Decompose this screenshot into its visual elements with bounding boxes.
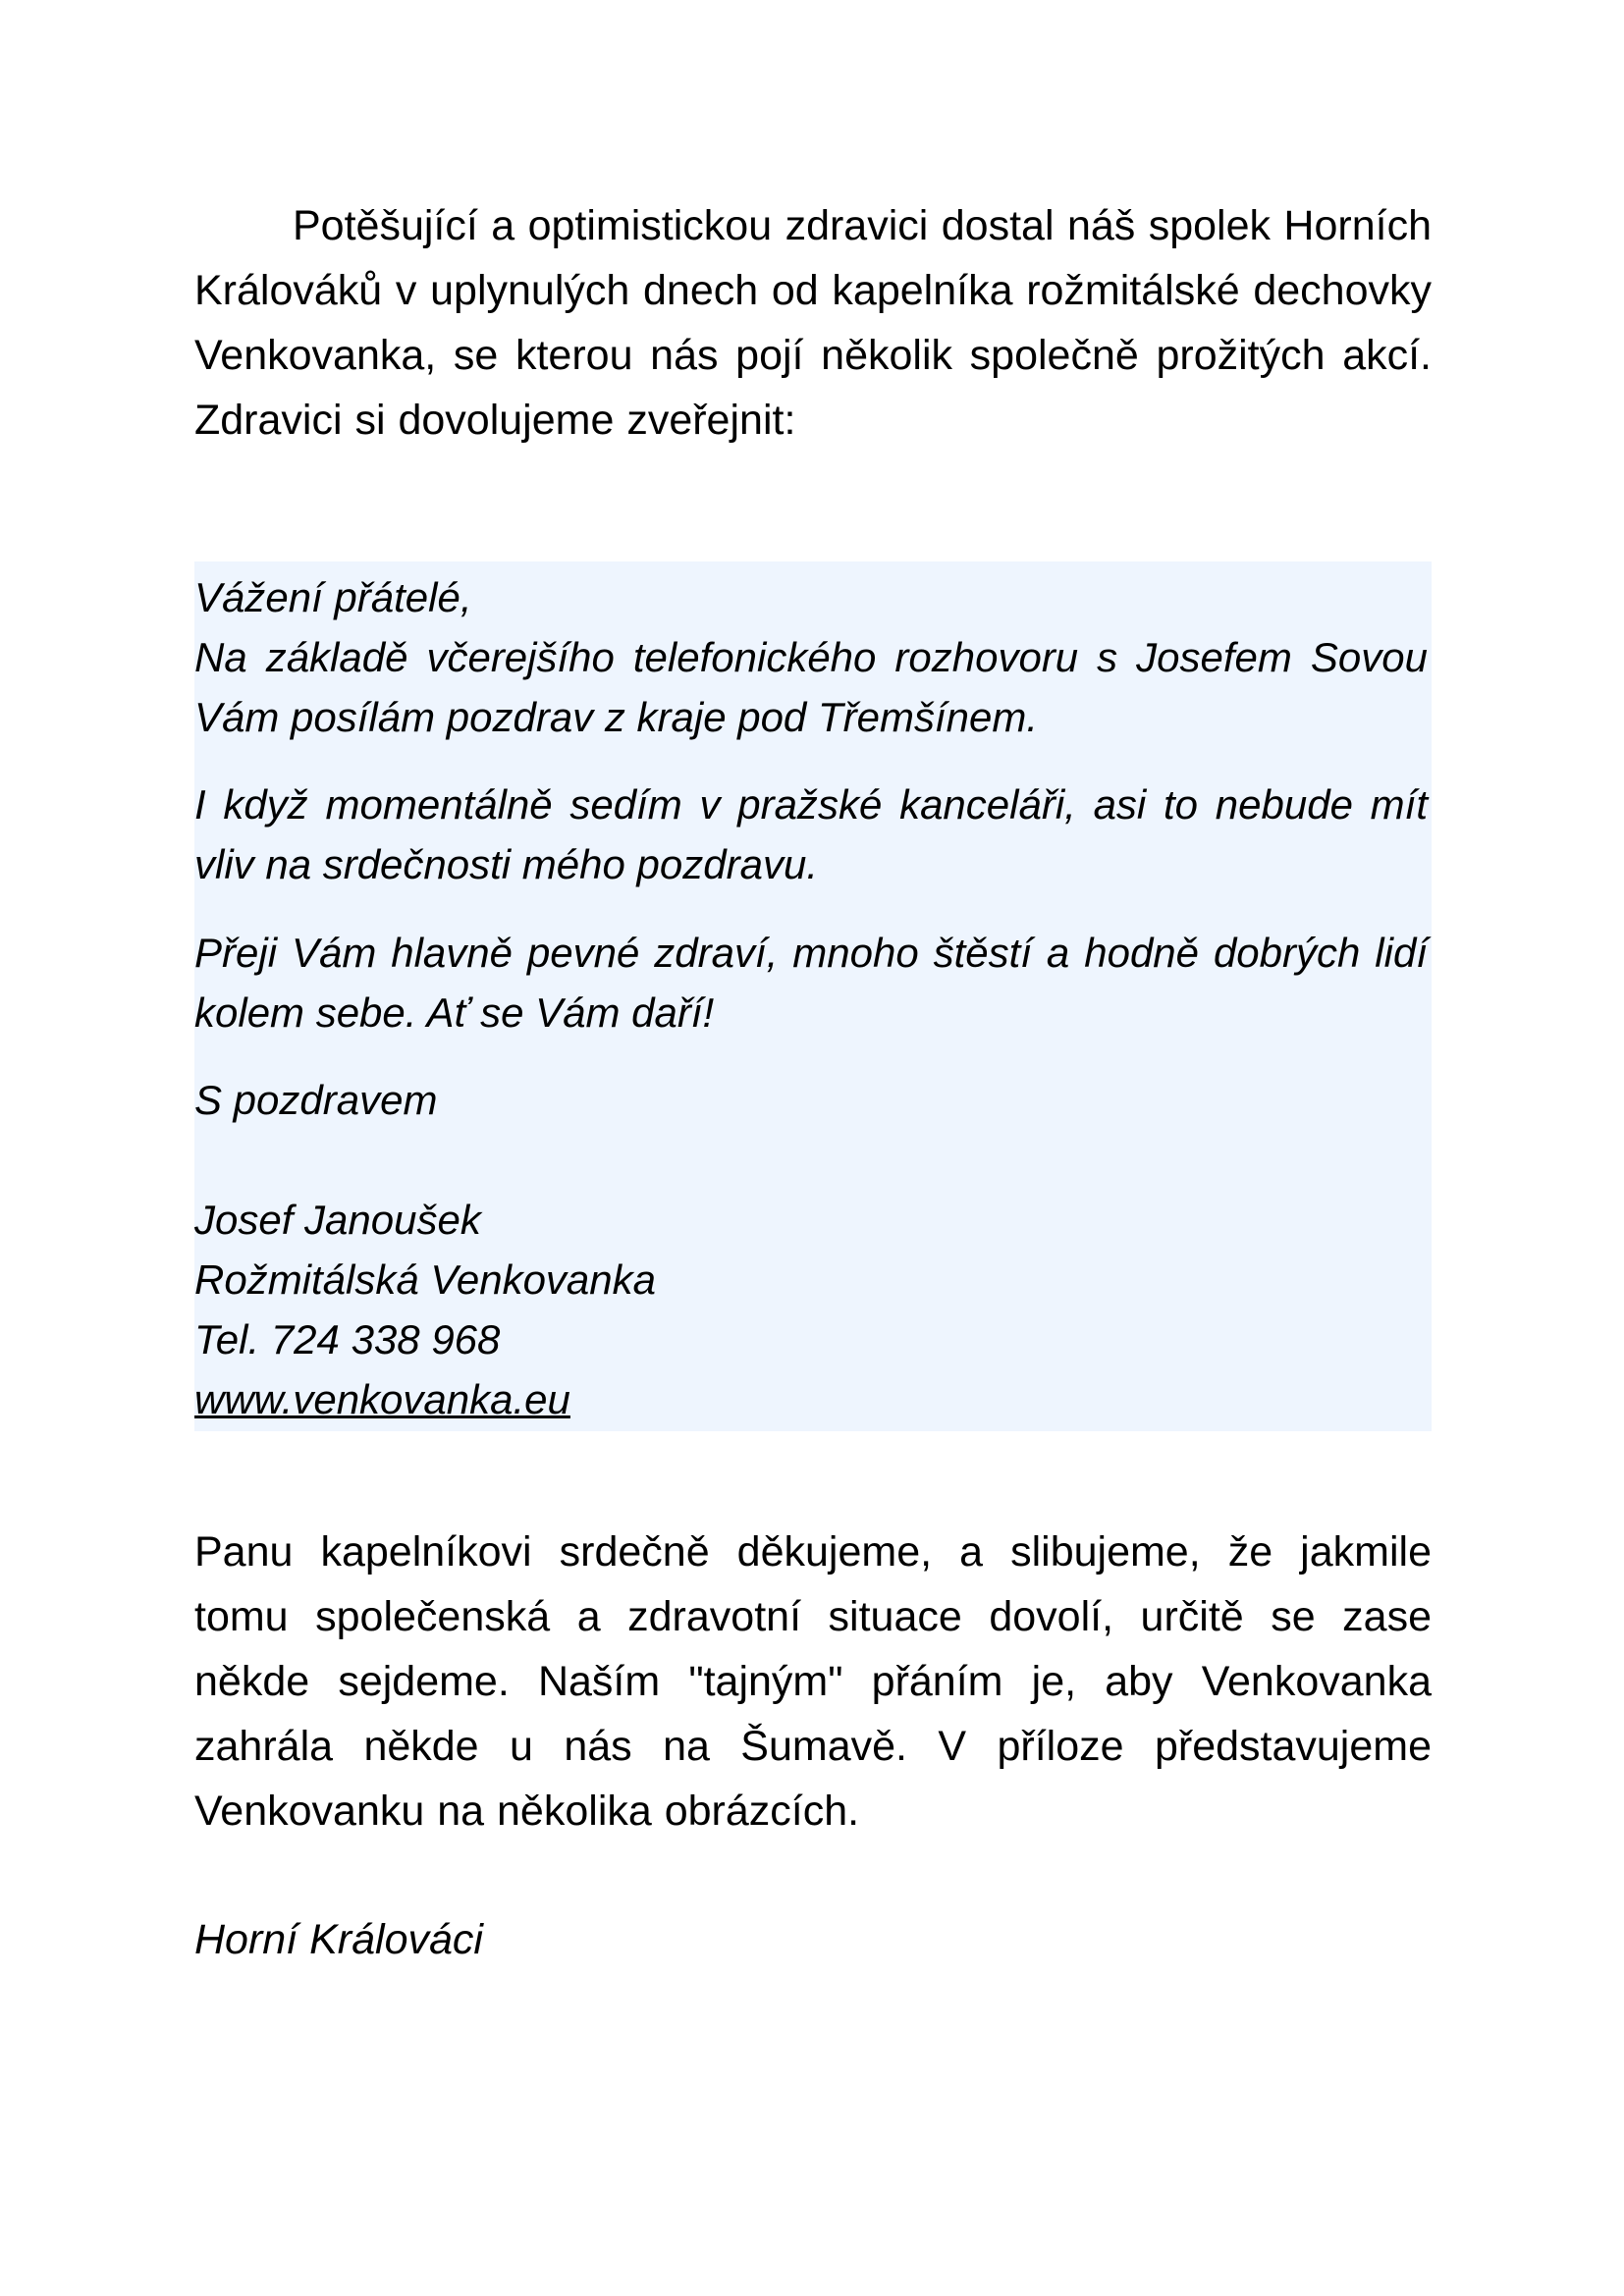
outro-paragraph: Panu kapelníkovi srdečně děkujeme, a slibujeme, že jakmile tomu společenská a zdravotní situace dovolí, určitě se zase někde sejdeme. Naším "tajným" přáním je, aby Venkovanka zahrála někde u nás na Šumavě. V příloze představujeme Venkovanku na několika obrázcích. xyxy=(194,1528,1432,1835)
signature-name: Josef Janoušek xyxy=(194,1197,481,1243)
website-link[interactable]: www.venkovanka.eu xyxy=(194,1376,570,1422)
intro-text: Potěšující a optimistickou zdravici dostal náš spolek Horních Králováků v uplynulých dnech od kapelníka rožmitálské dechovky Venkovanka, se kterou nás pojí několik společně prožitých akcí. Zdravici si dovolujeme zveřejnit: xyxy=(194,202,1432,444)
signature-organization: Rožmitálská Venkovanka xyxy=(194,1256,656,1303)
signature-phone: Tel. 724 338 968 xyxy=(194,1316,501,1362)
quoted-letter xyxy=(194,561,1432,1431)
intro-paragraph xyxy=(194,193,1432,453)
letter-sign-off: S pozdravem xyxy=(194,1077,438,1123)
letter-paragraph: I když momentálně sedím v pražské kanceláři, asi to nebude mít vliv na srdečnosti mého pozdravu. xyxy=(194,781,1428,887)
letter-paragraph: Na základě včerejšího telefonického rozhovoru s Josefem Sovou Vám posílám pozdrav z kraje pod Třemšínem. xyxy=(194,634,1428,740)
letter-greeting: Vážení přátelé, xyxy=(194,574,472,620)
closing-signature: Horní Králováci xyxy=(194,1916,483,1963)
letter-paragraph: Přeji Vám hlavně pevné zdraví, mnoho štěstí a hodně dobrých lidí kolem sebe. Ať se Vám daří! xyxy=(194,930,1428,1036)
